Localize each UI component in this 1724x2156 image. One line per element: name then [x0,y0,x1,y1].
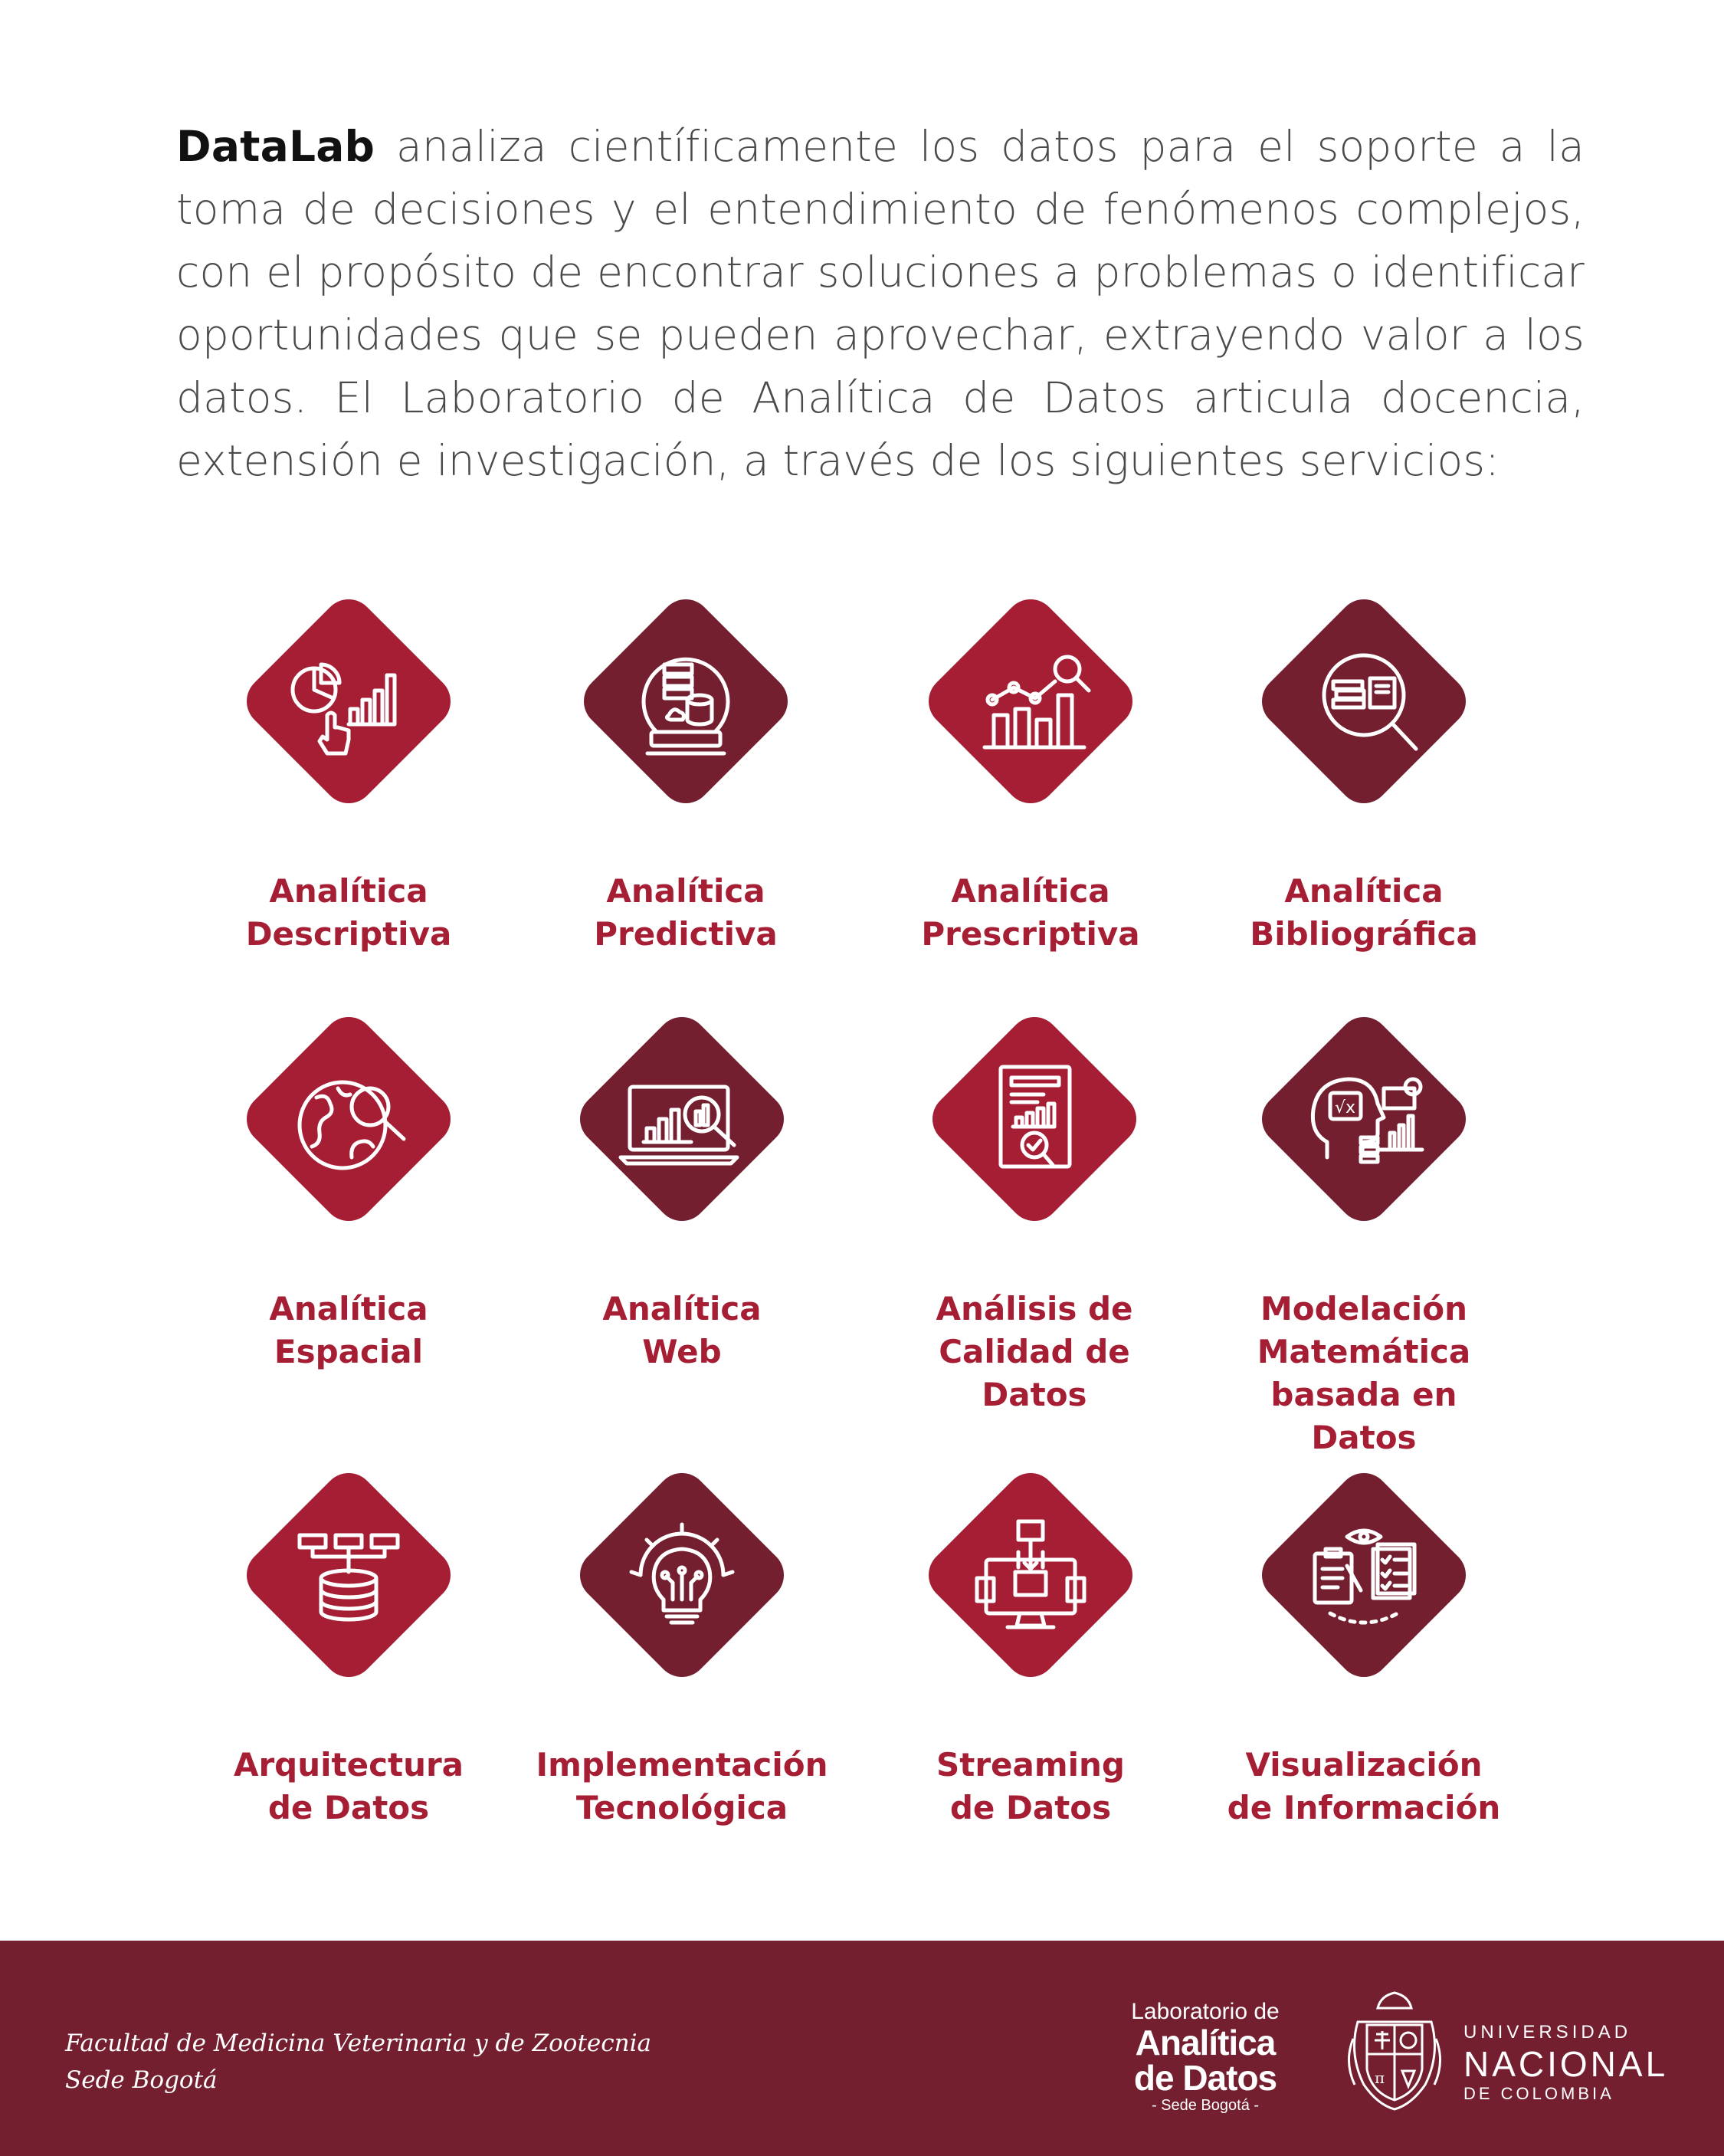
service-analitica-web [529,1004,835,1373]
brand-name: DataLab [176,122,375,171]
document-quality-check-icon [958,1042,1111,1196]
service-label: Analítica Bibliográfica [1250,872,1478,953]
pie-bar-chart-pointer-icon [272,625,425,778]
intro-paragraph [176,115,1585,492]
university-wordmark: UNIVERSIDAD NACIONAL DE COLOMBIA [1463,2022,1669,2103]
service-analitica-espacial [195,1004,502,1373]
service-analitica-prescriptiva [877,586,1184,956]
service-label: Visualización de Información [1227,1746,1501,1826]
crystal-ball-database-icon [609,625,762,778]
head-math-gear-icon [1287,1042,1440,1196]
service-label: Arquitectura de Datos [233,1746,464,1826]
service-label: Análisis de Calidad de Datos [936,1290,1133,1413]
svg-text:π: π [1375,2069,1385,2087]
footer-faculty: Facultad de Medicina Veterinaria y de Zootecnia Sede Bogotá [65,2030,651,2094]
books-magnifier-icon [1287,625,1440,778]
service-label: Analítica Descriptiva [245,872,452,953]
service-analitica-descriptiva [195,586,502,956]
monitor-data-stream-icon [954,1498,1107,1652]
clipboard-eye-documents-icon [1287,1498,1440,1652]
database-architecture-icon [272,1498,425,1652]
intro-text: analiza científicamente los datos para el soporte a la toma de decisiones y el entendimiento de fenómenos complejos, con el propósito de encontrar soluciones a problemas o identificar oportunidades que se pueden aprovechar, extrayendo valor a los datos. El Laboratorio de Analítica de Datos articula docencia, extensión e investigación, a través de los siguientes servicios: [176,122,1585,485]
service-analitica-predictiva [533,586,839,956]
service-analitica-bibliografica [1211,586,1517,956]
service-label: Analítica Espacial [269,1290,428,1370]
service-implementacion-tecnologica [529,1460,835,1829]
service-modelacion-matematica [1211,1004,1517,1459]
service-arquitectura-datos [195,1460,502,1829]
university-seal-icon [1341,1985,1448,2115]
service-visualizacion-informacion [1211,1460,1517,1829]
service-label: Modelación Matemática basada en Datos [1257,1290,1471,1456]
svg-text:√x: √x [1335,1098,1356,1117]
service-streaming-datos [877,1460,1184,1829]
service-label: Analítica Predictiva [594,872,778,953]
laptop-chart-magnifier-icon [605,1042,759,1196]
service-label: Analítica Web [602,1290,762,1370]
footer [0,1941,1724,2156]
service-analisis-calidad-datos [881,1004,1188,1416]
globe-magnifier-icon [272,1042,425,1196]
lightbulb-gear-icon [605,1498,759,1652]
service-label: Implementación Tecnológica [536,1746,828,1826]
lab-logo: Laboratorio de Analítica de Datos - Sede Bogotá - [1131,1999,1280,2114]
service-label: Analítica Prescriptiva [921,872,1140,953]
bar-line-chart-magnifier-icon [954,625,1107,778]
service-label: Streaming de Datos [936,1746,1125,1826]
